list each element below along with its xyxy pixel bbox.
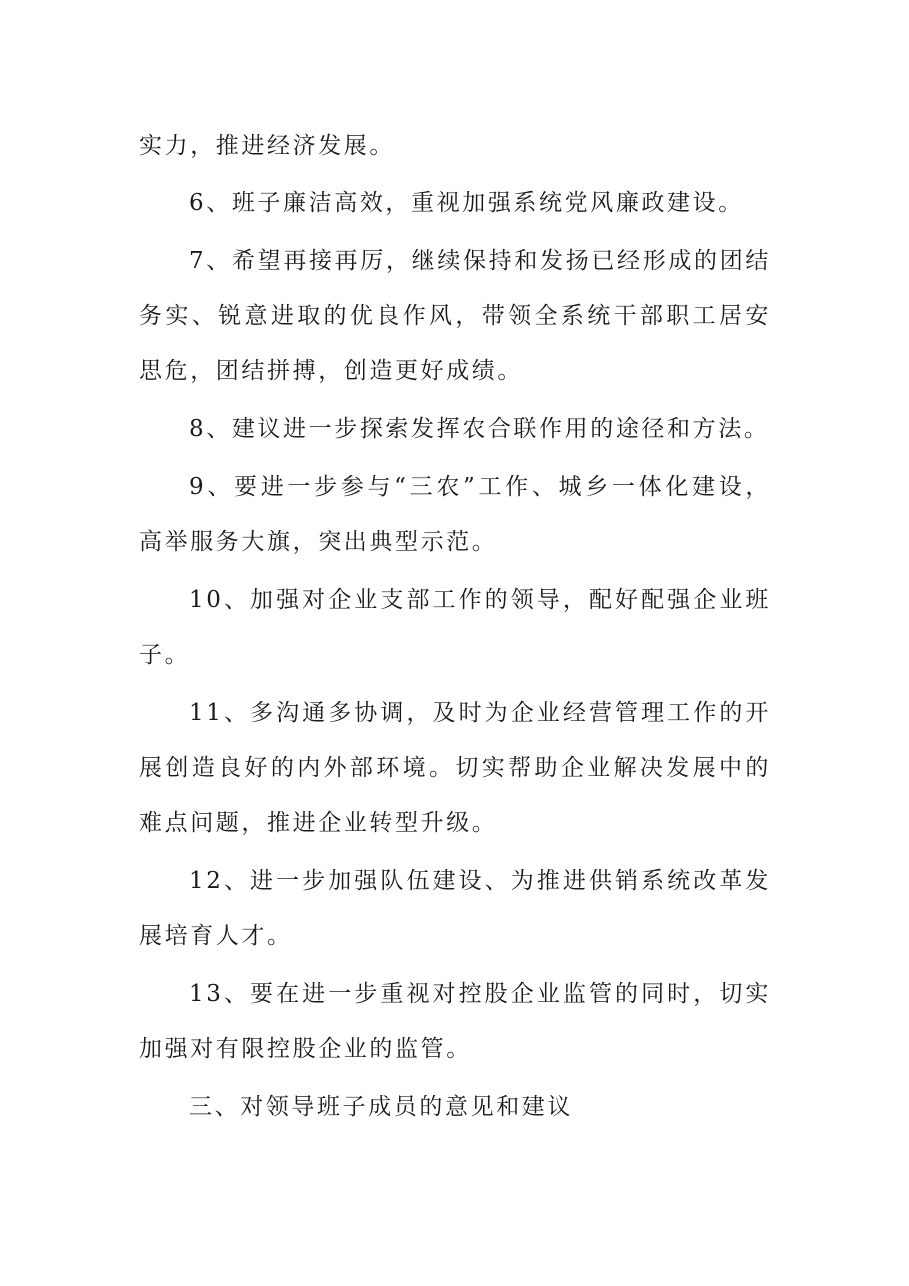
paragraph-item-6: 6、班子廉洁高效，重视加强系统党风廉政建设。 bbox=[189, 190, 744, 216]
paragraph-item-11: 11、多沟通多协调，及时为企业经营管理工作的开展创造良好的内外部环境。切实帮助企业解决发展中的难点问题，推进企业转型升级。 bbox=[139, 700, 771, 836]
paragraph-item-10: 10、加强对企业支部工作的领导，配好配强企业班子。 bbox=[139, 587, 771, 668]
paragraph-continuation: 实力，推进经济发展。 bbox=[139, 133, 395, 159]
document-page bbox=[139, 119, 771, 1135]
paragraph-item-7: 7、希望再接再厉，继续保持和发扬已经形成的团结务实、锐意进取的优良作风，带领全系统干部职工居安思危，团结拼搏，创造更好成绩。 bbox=[139, 248, 771, 384]
paragraph-item-13: 13、要在进一步重视对控股企业监管的同时，切实加强对有限控股企业的监管。 bbox=[139, 981, 771, 1062]
section-heading-3: 三、对领导班子成员的意见和建议 bbox=[189, 1094, 573, 1120]
paragraph-item-12: 12、进一步加强队伍建设、为推进供销系统改革发展培育人才。 bbox=[139, 868, 771, 949]
paragraph-item-8: 8、建议进一步探索发挥农合联作用的途径和方法。 bbox=[189, 416, 770, 442]
paragraph-item-9: 9、要进一步参与“三农”工作、城乡一体化建设，高举服务大旗，突出典型示范。 bbox=[139, 474, 771, 555]
